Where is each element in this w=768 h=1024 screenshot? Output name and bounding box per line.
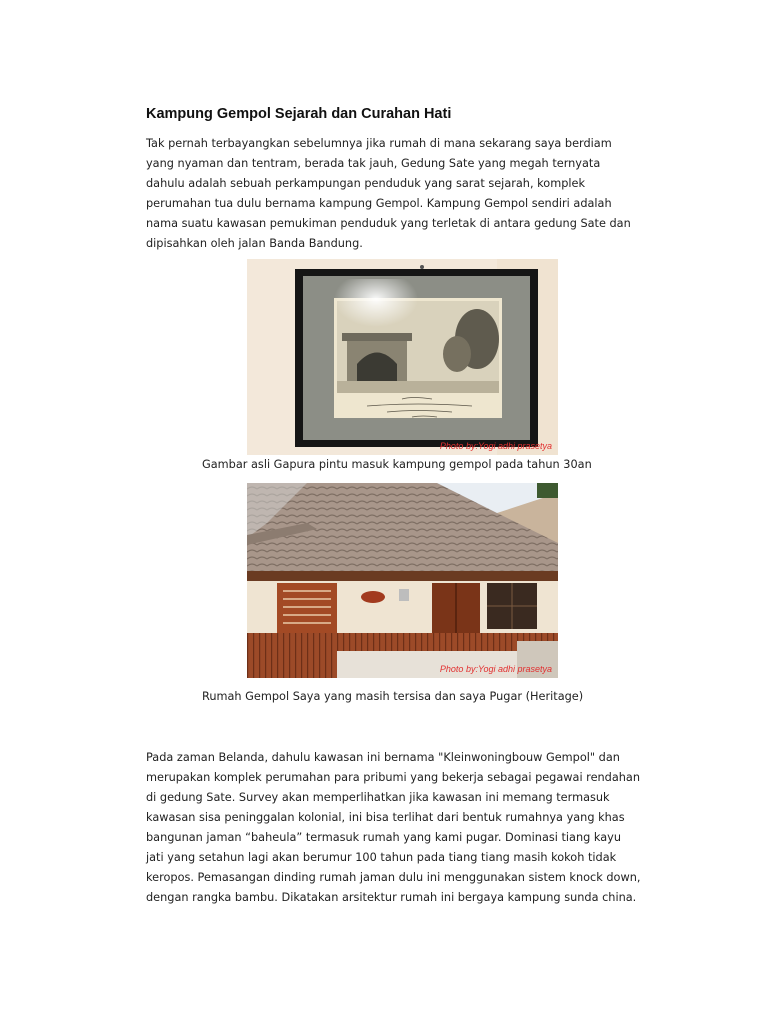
body-line: di gedung Sate. Survey akan memperlihatkan jika kawasan ini memang termasuk <box>146 791 610 804</box>
framed-picture-illustration <box>247 259 558 455</box>
house-photo <box>247 483 558 678</box>
body-line: dengan rangka bambu. Dikatakan arsitektur rumah ini bergaya kampung sunda china. <box>146 891 637 904</box>
body-line: bangunan jaman “baheula” termasuk rumah yang kami pugar. Dominasi tiang kayu <box>146 831 622 844</box>
body-line: jati yang setahun lagi akan berumur 100 tahun pada tiang tiang masih kokoh tidak <box>146 851 617 864</box>
body-line: Pada zaman Belanda, dahulu kawasan ini bernama "Kleinwoningbouw Gempol" dan <box>146 751 620 764</box>
intro-paragraph <box>146 134 666 254</box>
body-paragraph <box>146 748 666 908</box>
intro-line: Tak pernah terbayangkan sebelumnya jika rumah di mana sekarang saya berdiam <box>146 137 612 150</box>
figure1-caption: Gambar asli Gapura pintu masuk kampung gempol pada tahun 30an <box>202 458 592 471</box>
photo-watermark: Photo by:Yogi adhi prasetya <box>439 441 552 451</box>
body-line: kawasan sisa peninggalan kolonial, ini bisa terlihat dari bentuk rumahnya yang khas <box>146 811 625 824</box>
figure2-caption: Rumah Gempol Saya yang masih tersisa dan saya Pugar (Heritage) <box>202 690 584 703</box>
intro-line: dipisahkan oleh jalan Banda Bandung. <box>146 237 363 250</box>
intro-line: nama suatu kawasan pemukiman penduduk yang terletak di antara gedung Sate dan <box>146 217 631 230</box>
framed-gate-photo <box>247 259 558 455</box>
body-line: keropos. Pemasangan dinding rumah jaman dulu ini menggunakan sistem knock down, <box>146 871 641 884</box>
photo-watermark: Photo by:Yogi adhi prasetya <box>439 664 552 674</box>
house-illustration <box>247 483 558 678</box>
intro-line: perumahan tua dulu bernama kampung Gempol. Kampung Gempol sendiri adalah <box>146 197 612 210</box>
body-line: merupakan komplek perumahan para pribumi yang bekerja sebagai pegawai rendahan <box>146 771 641 784</box>
intro-line: yang nyaman dan tentram, berada tak jauh, Gedung Sate yang megah ternyata <box>146 157 601 170</box>
article-title: Kampung Gempol Sejarah dan Curahan Hati <box>146 106 452 122</box>
intro-line: dahulu adalah sebuah perkampungan penduduk yang sarat sejarah, komplek <box>146 177 586 190</box>
